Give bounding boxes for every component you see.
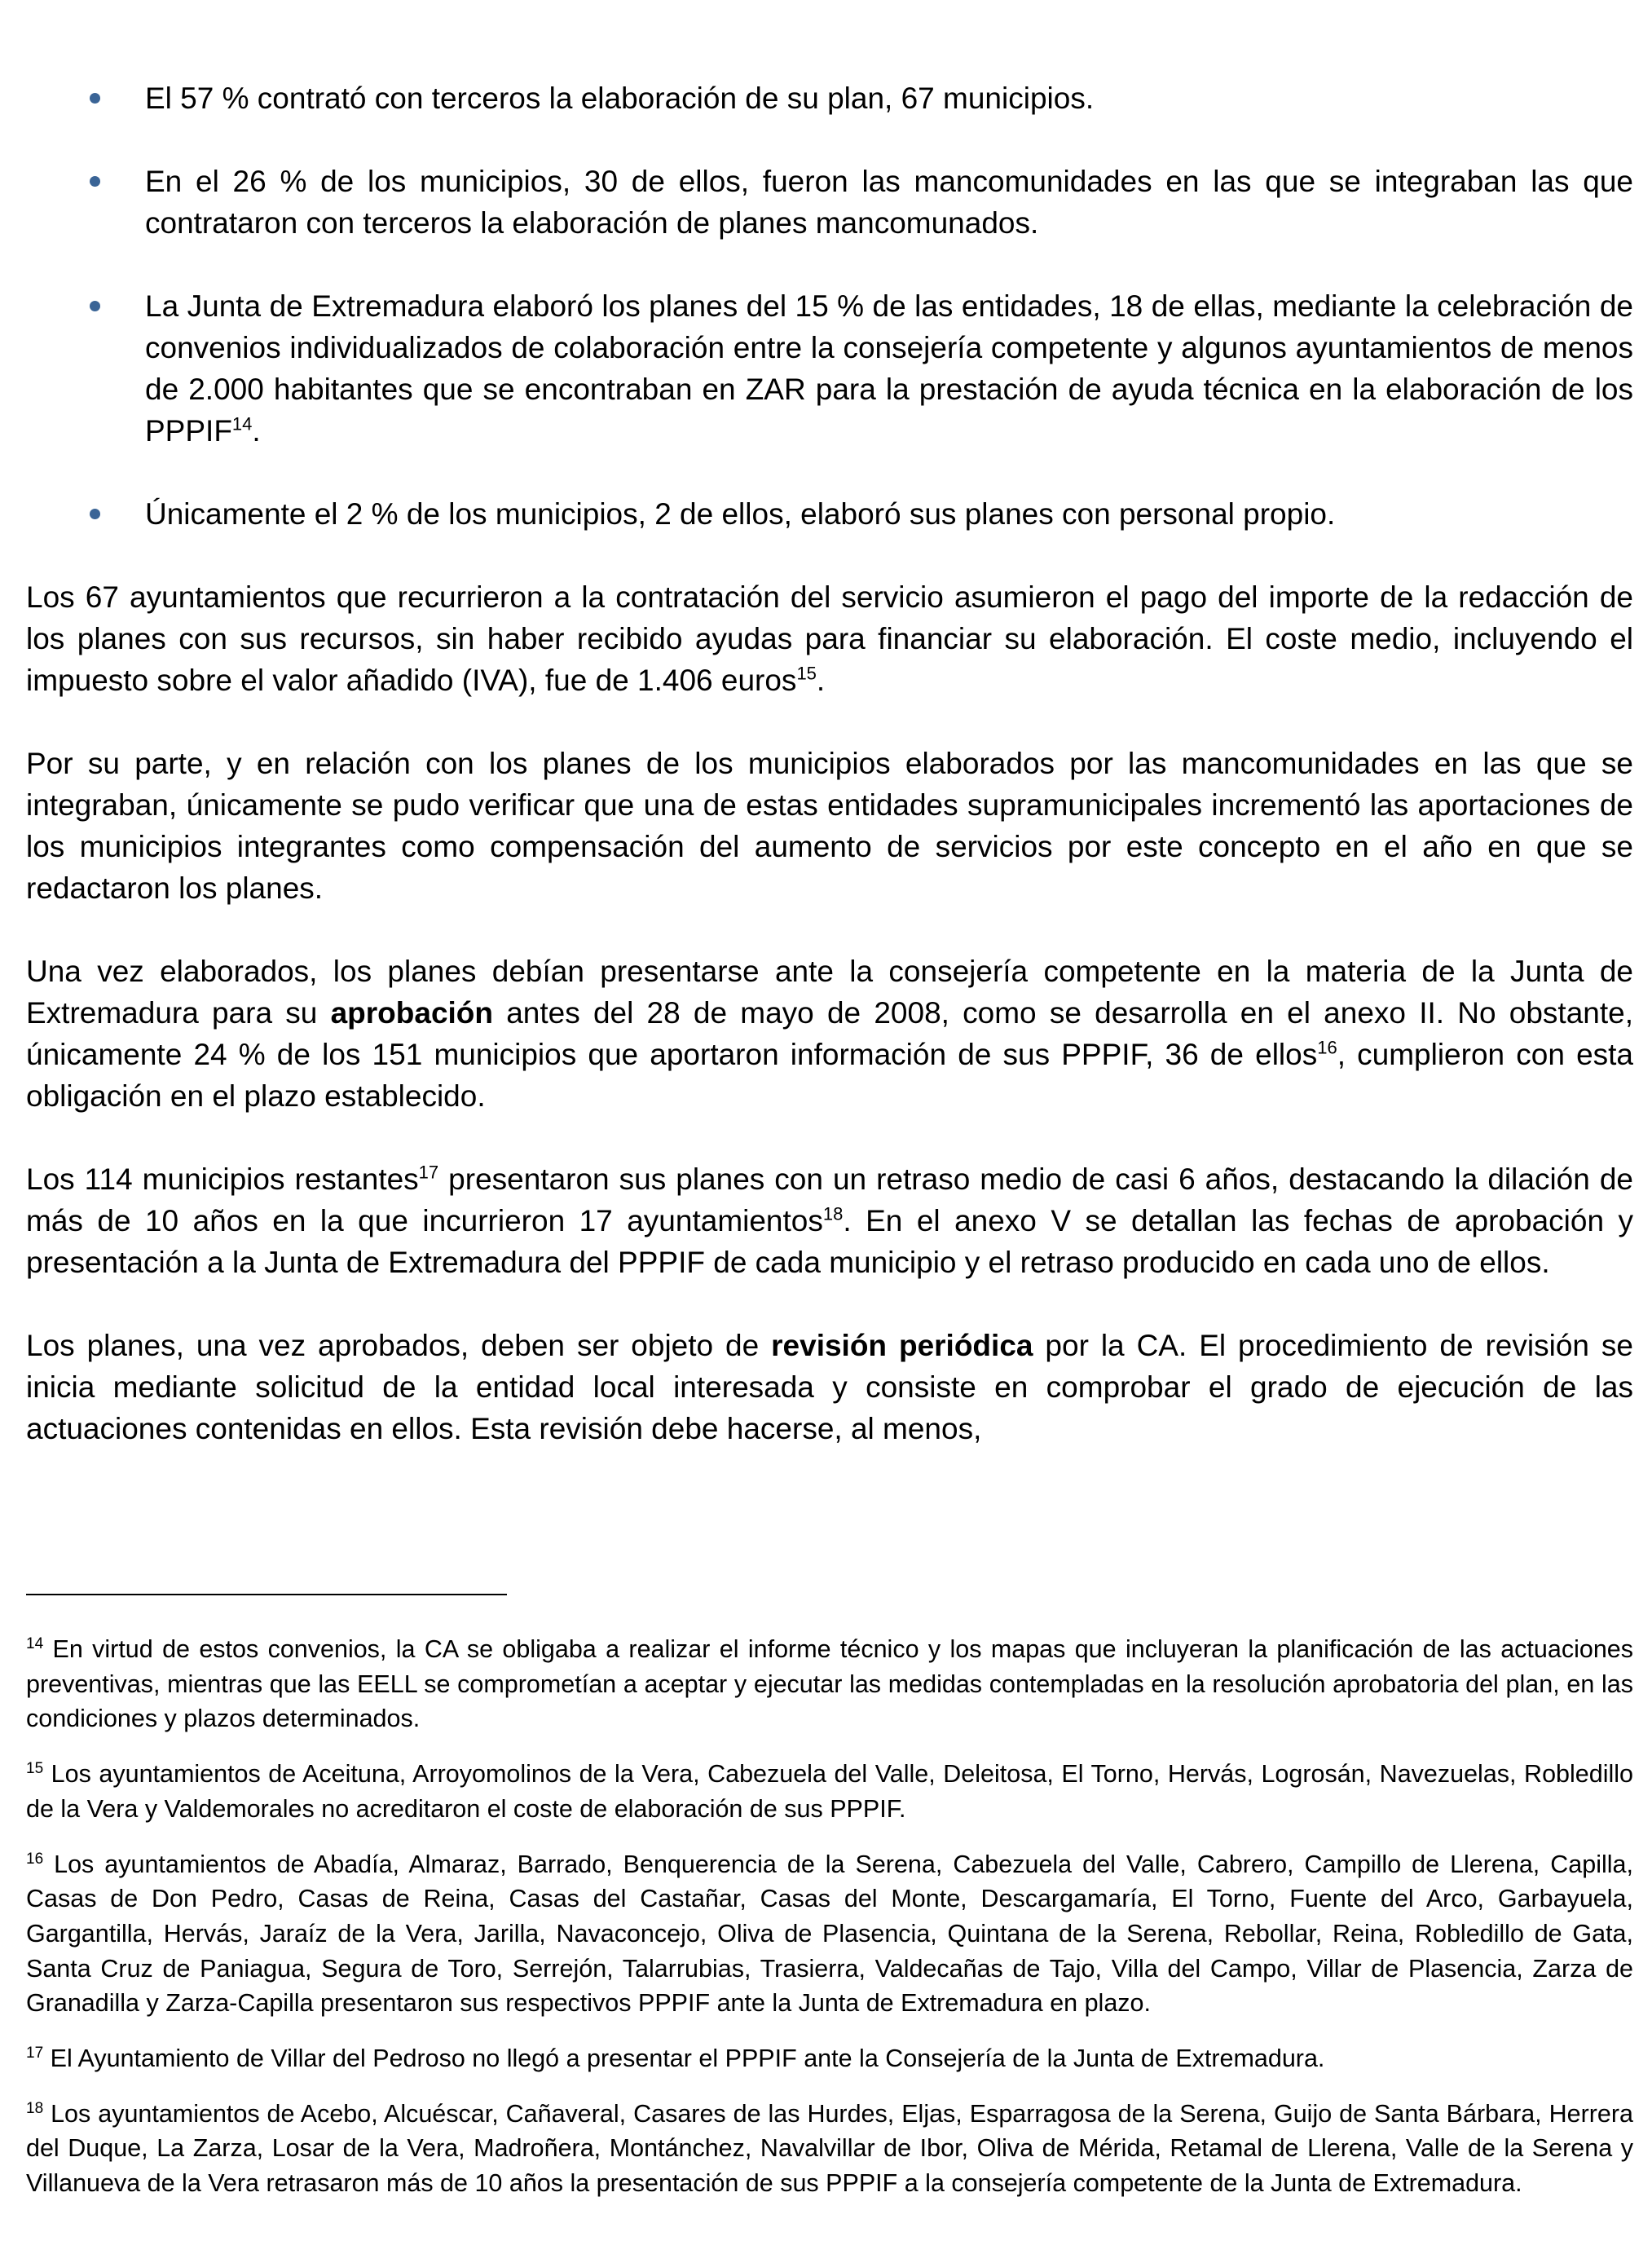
footnote-ref[interactable]: 14 (231, 413, 253, 435)
footnote-number: 14 (26, 1634, 44, 1652)
footnote-16 (26, 1847, 1633, 2022)
footnote-number: 17 (26, 2044, 44, 2062)
bullet-item (26, 77, 1633, 119)
footnote-18 (26, 2097, 1633, 2201)
bullet-item (26, 161, 1633, 244)
paragraph-text: Los planes, una vez aprobados, deben ser objeto de (26, 1329, 772, 1362)
paragraph-text: Los 67 ayuntamientos que recurrieron a la contratación del servicio asumieron el pago del importe de la redacción de los planes con sus recursos, sin haber recibido ayudas para financiar su elaboración. El coste medio, incluyendo el impuesto sobre el valor añadido (IVA), fue de 1.406 euros (26, 580, 1633, 697)
bullet-text: El 57 % contrató con terceros la elaboración de su plan, 67 municipios. (145, 82, 1095, 115)
paragraph-text: antes del 28 de mayo de 2008, como se desarrolla en el anexo II. No obstante, únicamente 24 % de los 151 municipios que aportaron información de sus PPPIF, 36 de ellos (26, 996, 1633, 1071)
bullet-item (26, 493, 1633, 535)
footnote-ref[interactable]: 17 (418, 1162, 439, 1183)
bullet-text: La Junta de Extremadura elaboró los planes del 15 % de las entidades, 18 de ellas, mediante la celebración de convenios individualizados de colaboración entre la consejería competente y algunos ayuntamientos de menos de 2.000 habitantes que se encontraban en ZAR para la prestación de ayuda técnica en la elaboración de los PPPIF (145, 289, 1633, 448)
paragraph-text: por la CA. El procedimiento de revisión se inicia mediante solicitud de la entidad local interesada y consiste en comprobar el grado de ejecución de las actuaciones contenidas en ellos. Esta revisión debe hacerse, al menos, (26, 1329, 1633, 1445)
bullet-icon (90, 509, 100, 519)
paragraph-text: presentaron sus planes con un retraso medio de casi 6 años, destacando la dilación de más de 10 años en la que incurrieron 17 ayuntamientos (26, 1162, 1633, 1237)
paragraph-text: Una vez elaborados, los planes debían presentarse ante la consejería competente en la materia de la Junta de Extremadura para su (26, 955, 1633, 1030)
bullet-icon (90, 301, 100, 311)
footnote-text: Los ayuntamientos de Abadía, Almaraz, Barrado, Benquerencia de la Serena, Cabezuela del Valle, Cabrero, Campillo de Llerena, Capilla, Casas de Don Pedro, Casas de Reina, Casas del Castañar, Casas del Monte, Descargamaría, El Torno, Fuente del Arco, Garbayuela, Gargantilla, Hervás, Jaraíz de la Vera, Jarilla, Navaconcejo, Oliva de Plasencia, Quintana de la Serena, Rebollar, Reina, Robledillo de Gata, Santa Cruz de Paniagua, Segura de Toro, Serrejón, Talarrubias, Trasierra, Valdecañas de Tajo, Villa del Campo, Villar de Plasencia, Zarza de Granadilla y Zarza-Capilla presentaron sus respectivos PPPIF ante la Junta de Extremadura en plazo. (26, 1850, 1633, 2018)
bullet-text: En el 26 % de los municipios, 30 de ellos, fueron las mancomunidades en las que se integraban las que contrataron con terceros la elaboración de planes mancomunados. (145, 165, 1633, 240)
footnote-number: 16 (26, 1850, 44, 1868)
footnote-15 (26, 1757, 1633, 1826)
footnote-ref[interactable]: 18 (822, 1203, 844, 1224)
bullet-icon (90, 93, 100, 104)
paragraph (26, 743, 1633, 909)
bold-term: revisión periódica (771, 1329, 1033, 1362)
bold-term: aprobación (330, 996, 494, 1030)
footnote-text: Los ayuntamientos de Acebo, Alcuéscar, Cañaveral, Casares de las Hurdes, Eljas, Esparragosa de la Serena, Guijo de Santa Bárbara, Herrera del Duque, La Zarza, Losar de la Vera, Madroñera, Montánchez, Navalvillar de Ibor, Oliva de Mérida, Retamal de Llerena, Valle de la Serena y Villanueva de la Vera retrasaron más de 10 años la presentación de sus PPPIF a la consejería competente de la Junta de Extremadura. (26, 2099, 1633, 2198)
paragraph (26, 1158, 1633, 1283)
bullet-item (26, 285, 1633, 452)
paragraph-text: . En el anexo V se detallan las fechas de aprobación y presentación a la Junta de Extremadura del PPPIF de cada municipio y el retraso producido en cada uno de ellos. (26, 1204, 1633, 1279)
document-body (26, 77, 1633, 1491)
footnotes (26, 1632, 1633, 2221)
footnote-text: Los ayuntamientos de Aceituna, Arroyomolinos de la Vera, Cabezuela del Valle, Deleitosa, El Torno, Hervás, Logrosán, Navezuelas, Robledillo de la Vera y Valdemorales no acreditaron el coste de elaboración de sus PPPIF. (26, 1760, 1633, 1823)
paragraph-text: Los 114 municipios restantes (26, 1162, 419, 1196)
footnote-14 (26, 1632, 1633, 1736)
paragraph (26, 951, 1633, 1117)
footnote-ref[interactable]: 16 (1317, 1037, 1337, 1058)
footnote-number: 18 (26, 2099, 44, 2117)
paragraph-text: , cumplieron con esta obligación en el plazo establecido. (26, 1038, 1634, 1113)
bullet-icon (90, 176, 100, 187)
footnote-17 (26, 2041, 1633, 2076)
paragraph-text: . (816, 664, 826, 697)
footnote-ref[interactable]: 15 (796, 663, 817, 684)
paragraph (26, 1325, 1633, 1449)
footnote-text: El Ayuntamiento de Villar del Pedroso no llegó a presentar el PPPIF ante la Consejería de la Junta de Extremadura. (43, 2045, 1325, 2073)
footnote-separator (26, 1594, 507, 1595)
footnote-text: En virtud de estos convenios, la CA se obligaba a realizar el informe técnico y los mapas que incluyeran la planificación de las actuaciones preventivas, mientras que las EELL se comprometían a aceptar y ejecutar las medidas contempladas en la resolución aprobatoria del plan, en las condiciones y plazos determinados. (26, 1635, 1633, 1733)
footnote-number: 15 (26, 1759, 44, 1777)
bullet-text: . (252, 414, 261, 448)
paragraph (26, 576, 1633, 701)
bullet-text: Únicamente el 2 % de los municipios, 2 de ellos, elaboró sus planes con personal propio. (145, 497, 1336, 531)
paragraph-text: Por su parte, y en relación con los planes de los municipios elaborados por las mancomunidades en las que se integraban, únicamente se pudo verificar que una de estas entidades supramunicipales incrementó las aportaciones de los municipios integrantes como compensación del aumento de servicios por este concepto en el año en que se redactaron los planes. (26, 747, 1633, 905)
